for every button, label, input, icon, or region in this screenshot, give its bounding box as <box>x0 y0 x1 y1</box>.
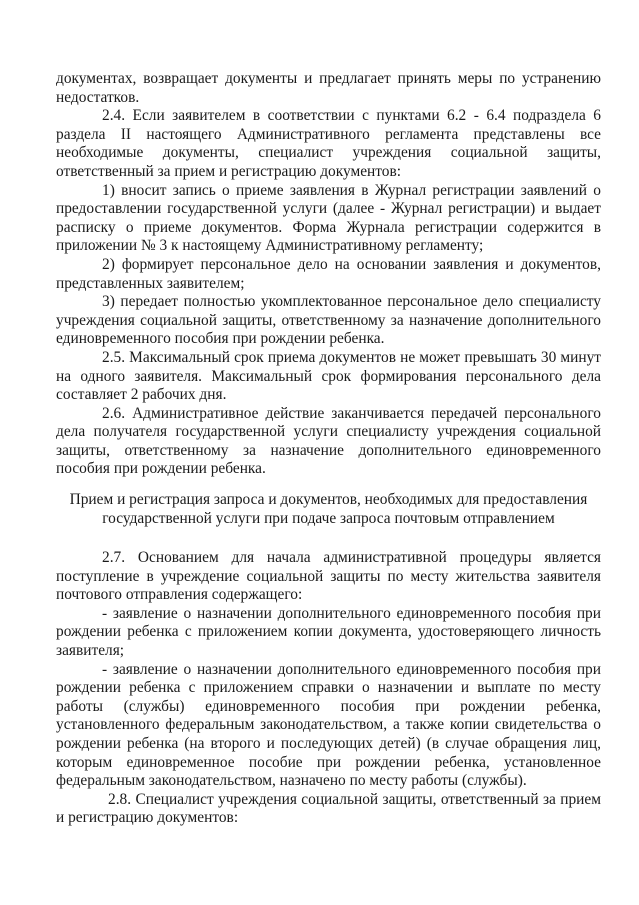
text-block-top <box>56 70 601 479</box>
paragraph-2-6: 2.6. Административное действие заканчивается передачей персонального дела получателя государственной услуги специалисту учреждения социальной защиты, ответственному за назначение дополнительного единовременного пособия при рождении ребенка. <box>56 404 601 478</box>
section-heading <box>56 491 601 528</box>
paragraph-item-3: 3) передает полностью укомплектованное персональное дело специалисту учреждения социальной защиты, ответственному за назначение дополнительного единовременного пособия при рождении ребенка. <box>56 293 601 348</box>
paragraph-2-8: 2.8. Специалист учреждения социальной защиты, ответственный за прием и регистрацию документов: <box>56 790 601 827</box>
paragraph-2-4: 2.4. Если заявителем в соответствии с пунктами 6.2 - 6.4 подраздела 6 раздела II настоящего Административного регламента представлены все необходимые документы, специалист учреждения социальной защиты, ответственный за прием и регистрацию документов: <box>56 107 601 180</box>
paragraph-2-5: 2.5. Максимальный срок приема документов не может превышать 30 минут на одного заявителя. Максимальный срок формирования персонального дела составляет 2 рабочих дня. <box>56 348 601 404</box>
text-block-bottom <box>56 549 601 828</box>
paragraph-dash-1: - заявление о назначении дополнительного единовременного пособия при рождении ребенка с приложением копии документа, удостоверяющего личность заявителя; <box>56 604 601 659</box>
paragraph-2-7: 2.7. Основанием для начала административной процедуры является поступление в учреждение социальной защиты по месту жительства заявителя почтового отправления содержащего: <box>56 549 601 604</box>
paragraph-continuation: документах, возвращает документы и предлагает принять меры по устранению недостатков. <box>56 70 601 106</box>
paragraph-item-2: 2) формирует персональное дело на основании заявления и документов, представленных заявителем; <box>56 255 601 292</box>
section-heading-line-2: государственной услуги при подаче запроса почтовым отправлением <box>102 509 555 527</box>
section-heading-line-1: Прием и регистрация запроса и документов, необходимых для предоставления <box>69 491 588 508</box>
paragraph-item-1: 1) вносит запись о приеме заявления в Журнал регистрации заявлений о предоставлении государственной услуги (далее - Журнал регистрации) и выдает расписку о приеме документов. Форма Журнала регистрации содержится в приложении № 3 к настоящему Административному регламенту; <box>56 181 601 255</box>
paragraph-dash-2: - заявление о назначении дополнительного единовременного пособия при рождении ребенка с приложением справки о назначении и выплате по месту работы (службы) единовременного пособия при рождении ребенка, установленного федеральным законодательством, а также копии свидетельства о рождении ребенка (на второго и последующих детей) (в случае обращения лиц, которым единовременное пособие при рождении ребенка, установленное федеральным законодательством, назначено по месту работы (службы). <box>56 660 601 790</box>
